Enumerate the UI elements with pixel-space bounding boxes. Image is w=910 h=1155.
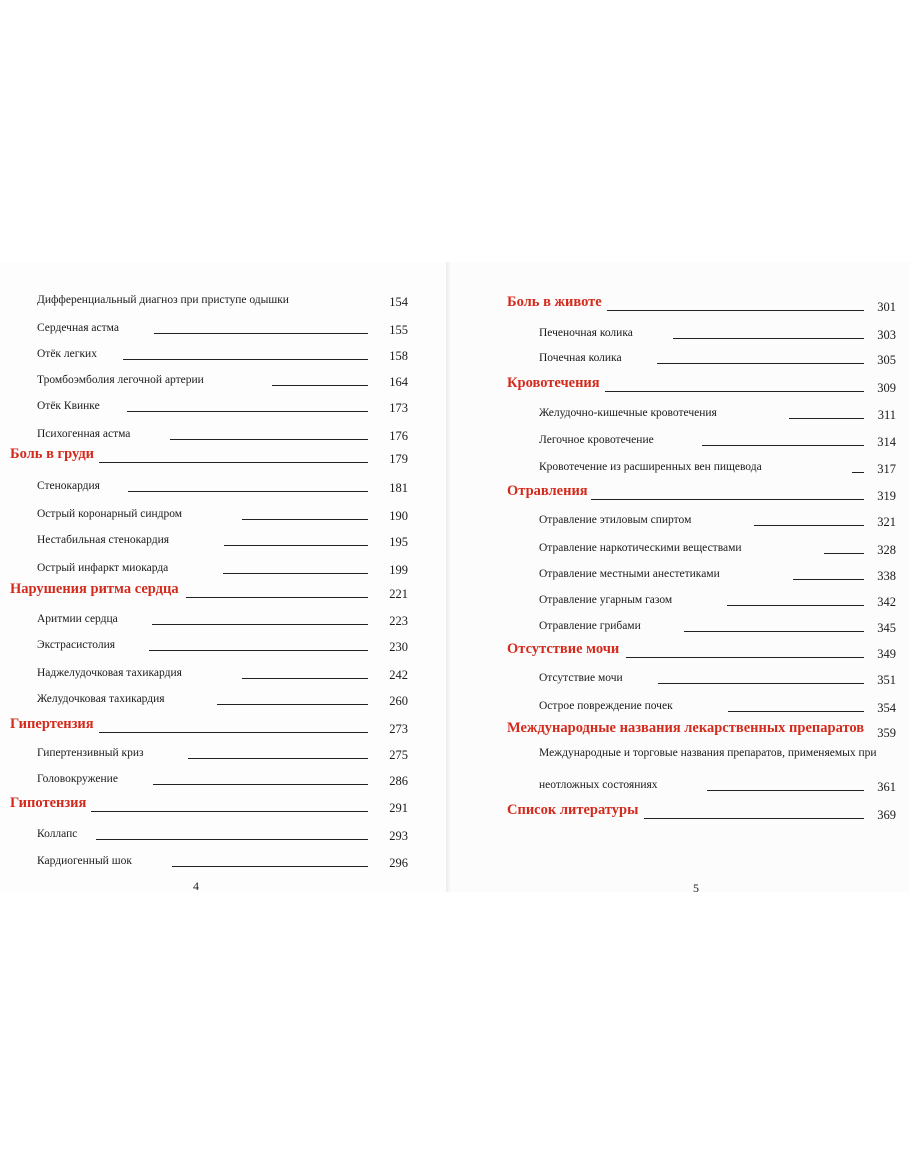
- toc-entry: [539, 346, 898, 368]
- right-page-number: 5: [693, 881, 699, 895]
- toc-page-number: 354: [877, 701, 896, 715]
- toc-entry-title: Кардиогенный шок: [37, 855, 132, 867]
- toc-page-number: 349: [877, 647, 896, 661]
- toc-entry: [539, 588, 898, 610]
- leader-line: [673, 338, 864, 339]
- toc-entry-title: Легочное кровотечение: [539, 434, 654, 446]
- toc-page-number: 221: [389, 587, 408, 601]
- leader-line: [172, 866, 368, 867]
- leader-line: [224, 545, 368, 546]
- toc-page-number: 155: [389, 323, 408, 337]
- toc-entry-title: Головокружение: [37, 773, 118, 785]
- toc-entry: [539, 508, 898, 530]
- leader-line: [99, 462, 368, 463]
- leader-line: [272, 385, 368, 386]
- toc-entry-title: Дифференциальный диагноз при приступе одышки: [37, 294, 289, 306]
- toc-entry-title: Наджелудочковая тахикардия: [37, 667, 182, 679]
- toc-entry: [37, 342, 410, 364]
- toc-page-number: 345: [877, 621, 896, 635]
- toc-page-number: 260: [389, 694, 408, 708]
- toc-entry-title: Нарушения ритма сердца: [10, 581, 179, 597]
- toc-page-number: 275: [389, 748, 408, 762]
- toc-entry-title: Гипертензия: [10, 716, 94, 732]
- toc-entry: [539, 562, 898, 584]
- toc-entry-title: Гипертензивный криз: [37, 747, 144, 759]
- toc-entry-title: Сердечная астма: [37, 322, 119, 334]
- toc-entry: [539, 614, 898, 636]
- toc-section-entry: [507, 293, 898, 315]
- toc-entry: [37, 368, 410, 390]
- toc-page-number: 351: [877, 673, 896, 687]
- toc-entry: [37, 502, 410, 524]
- toc-page-number: 199: [389, 563, 408, 577]
- leader-line: [824, 553, 864, 554]
- toc-entry-title: Отравление грибами: [539, 620, 641, 632]
- toc-entry: [37, 661, 410, 683]
- toc-page-number: 242: [389, 668, 408, 682]
- leader-line: [242, 678, 368, 679]
- leader-line: [153, 784, 368, 785]
- toc-entry-title: Острый коронарный синдром: [37, 508, 183, 520]
- toc-entry: [539, 536, 898, 558]
- toc-entry: [37, 394, 410, 416]
- leader-line: [644, 818, 864, 819]
- leader-line: [96, 839, 368, 840]
- leader-line: [727, 605, 864, 606]
- leader-line: [91, 811, 368, 812]
- toc-entry-title: Отравления: [507, 483, 588, 499]
- toc-page-number: 303: [877, 328, 896, 342]
- toc-page-number: 369: [877, 808, 896, 822]
- toc-section-entry: [10, 445, 410, 467]
- toc-entry-title: Отёк легких: [37, 348, 97, 360]
- toc-page-number: 338: [877, 569, 896, 583]
- toc-entry-title: Психогенная астма: [37, 428, 131, 440]
- toc-page-number: 158: [389, 349, 408, 363]
- toc-entry: [539, 666, 898, 688]
- leader-line: [657, 363, 864, 364]
- toc-entry-title: Печеночная колика: [539, 327, 633, 339]
- toc-entry-title: Острый инфаркт миокарда: [37, 562, 169, 574]
- leader-line: [127, 411, 368, 412]
- leader-line: [186, 597, 368, 598]
- toc-page-number: 293: [389, 829, 408, 843]
- leader-line: [684, 631, 864, 632]
- toc-note: Международные и торговые названия препаратов, применяемых при: [539, 747, 877, 759]
- toc-page-number: 309: [877, 381, 896, 395]
- toc-page-number: 195: [389, 535, 408, 549]
- toc-entry: [539, 455, 898, 477]
- toc-entry: [37, 316, 410, 338]
- toc-entry-title: Экстрасистолия: [37, 639, 116, 651]
- leader-line: [217, 704, 368, 705]
- leader-line: [591, 499, 864, 500]
- toc-entry: [539, 321, 898, 343]
- leader-line: [154, 333, 368, 334]
- toc-page-number: 321: [877, 515, 896, 529]
- toc-page-number: 223: [389, 614, 408, 628]
- toc-entry: [37, 687, 410, 709]
- leader-line: [754, 525, 864, 526]
- toc-page-number: 311: [877, 408, 896, 422]
- toc-entry-title: неотложных состояниях: [539, 779, 658, 791]
- toc-entry: [37, 849, 410, 871]
- leader-line: [658, 683, 864, 684]
- toc-entry-title: Отравление местными анестетиками: [539, 568, 720, 580]
- toc-entry: [37, 474, 410, 496]
- toc-page-number: 164: [389, 375, 408, 389]
- leader-line: [605, 391, 864, 392]
- toc-page-number: 317: [877, 462, 896, 476]
- toc-section-entry: [507, 719, 898, 741]
- toc-entry-title: Отсутствие мочи: [539, 672, 623, 684]
- leader-line: [170, 439, 368, 440]
- leader-line: [128, 491, 368, 492]
- toc-entry-title: Отсутствие мочи: [507, 641, 620, 657]
- toc-page-number: 314: [877, 435, 896, 449]
- toc-page-number: 154: [389, 295, 408, 309]
- leader-line: [702, 445, 864, 446]
- toc-entry-title: Отравление этиловым спиртом: [539, 514, 692, 526]
- toc-entry: [37, 528, 410, 550]
- leader-line: [728, 711, 864, 712]
- toc-entry: [37, 767, 410, 789]
- toc-entry: [539, 401, 898, 423]
- toc-page-number: 190: [389, 509, 408, 523]
- toc-page-number: 181: [389, 481, 408, 495]
- toc-entry-title: Кровотечение из расширенных вен пищевода: [539, 461, 762, 473]
- leader-line: [242, 519, 368, 520]
- leader-line: [123, 359, 368, 360]
- leader-line: [626, 657, 864, 658]
- left-page-number: 4: [193, 879, 199, 893]
- toc-entry: [37, 633, 410, 655]
- toc-entry-title: Коллапс: [37, 828, 78, 840]
- leader-line: [99, 732, 368, 733]
- leader-line: [188, 758, 368, 759]
- toc-entry-title: Нестабильная стенокардия: [37, 534, 170, 546]
- toc-entry: [37, 288, 410, 310]
- leader-line: [793, 579, 864, 580]
- toc-section-entry: [10, 580, 410, 602]
- toc-entry-title: Гипотензия: [10, 795, 87, 811]
- toc-entry: [539, 773, 898, 795]
- leader-line: [223, 573, 368, 574]
- toc-section-entry: [507, 801, 898, 823]
- toc-entry: [37, 822, 410, 844]
- toc-entry-title: Почечная колика: [539, 352, 622, 364]
- toc-entry-title: Аритмии сердца: [37, 613, 118, 625]
- toc-entry: [37, 607, 410, 629]
- toc-entry-title: Желудочно-кишечные кровотечения: [539, 407, 717, 419]
- toc-entry: [539, 694, 898, 716]
- toc-page-number: 286: [389, 774, 408, 788]
- toc-entry-title: Острое повреждение почек: [539, 700, 673, 712]
- toc-page-number: 296: [389, 856, 408, 870]
- toc-page-number: 230: [389, 640, 408, 654]
- toc-page-number: 173: [389, 401, 408, 415]
- toc-page-number: 301: [877, 300, 896, 314]
- leader-line: [607, 310, 864, 311]
- toc-entry-title: Боль в груди: [10, 446, 95, 462]
- toc-entry-title: Отёк Квинке: [37, 400, 100, 412]
- leader-line: [789, 418, 864, 419]
- toc-page-number: 176: [389, 429, 408, 443]
- toc-entry-title: Тромбоэмболия легочной артерии: [37, 374, 204, 386]
- toc-entry-title: Отравление угарным газом: [539, 594, 673, 606]
- toc-entry-title: Кровотечения: [507, 375, 600, 391]
- toc-page-number: 273: [389, 722, 408, 736]
- toc-entry: [37, 556, 410, 578]
- toc-entry-title: Стенокардия: [37, 480, 100, 492]
- toc-entry-title: Желудочковая тахикардия: [37, 693, 165, 705]
- toc-page-number: 359: [877, 726, 896, 740]
- leader-line: [149, 650, 368, 651]
- toc-entry-title: Отравление наркотическими веществами: [539, 542, 742, 554]
- leader-line: [707, 790, 864, 791]
- toc-entry: [539, 428, 898, 450]
- toc-entry-title: Боль в животе: [507, 294, 602, 310]
- toc-section-entry: [10, 715, 410, 737]
- leader-line: [152, 624, 368, 625]
- toc-section-entry: [507, 482, 898, 504]
- toc-entry-title: Список литературы: [507, 802, 639, 818]
- toc-section-entry: [10, 794, 410, 816]
- toc-section-entry: [507, 374, 898, 396]
- toc-entry-title: Международные названия лекарственных препаратов: [507, 720, 865, 736]
- toc-page-number: 328: [877, 543, 896, 557]
- toc-page-number: 291: [389, 801, 408, 815]
- toc-entry: [37, 741, 410, 763]
- toc-page-number: 319: [877, 489, 896, 503]
- toc-page-number: 305: [877, 353, 896, 367]
- toc-section-entry: [507, 640, 898, 662]
- toc-entry: [37, 422, 410, 444]
- toc-page-number: 179: [389, 452, 408, 466]
- toc-page-number: 342: [877, 595, 896, 609]
- toc-page-number: 361: [877, 780, 896, 794]
